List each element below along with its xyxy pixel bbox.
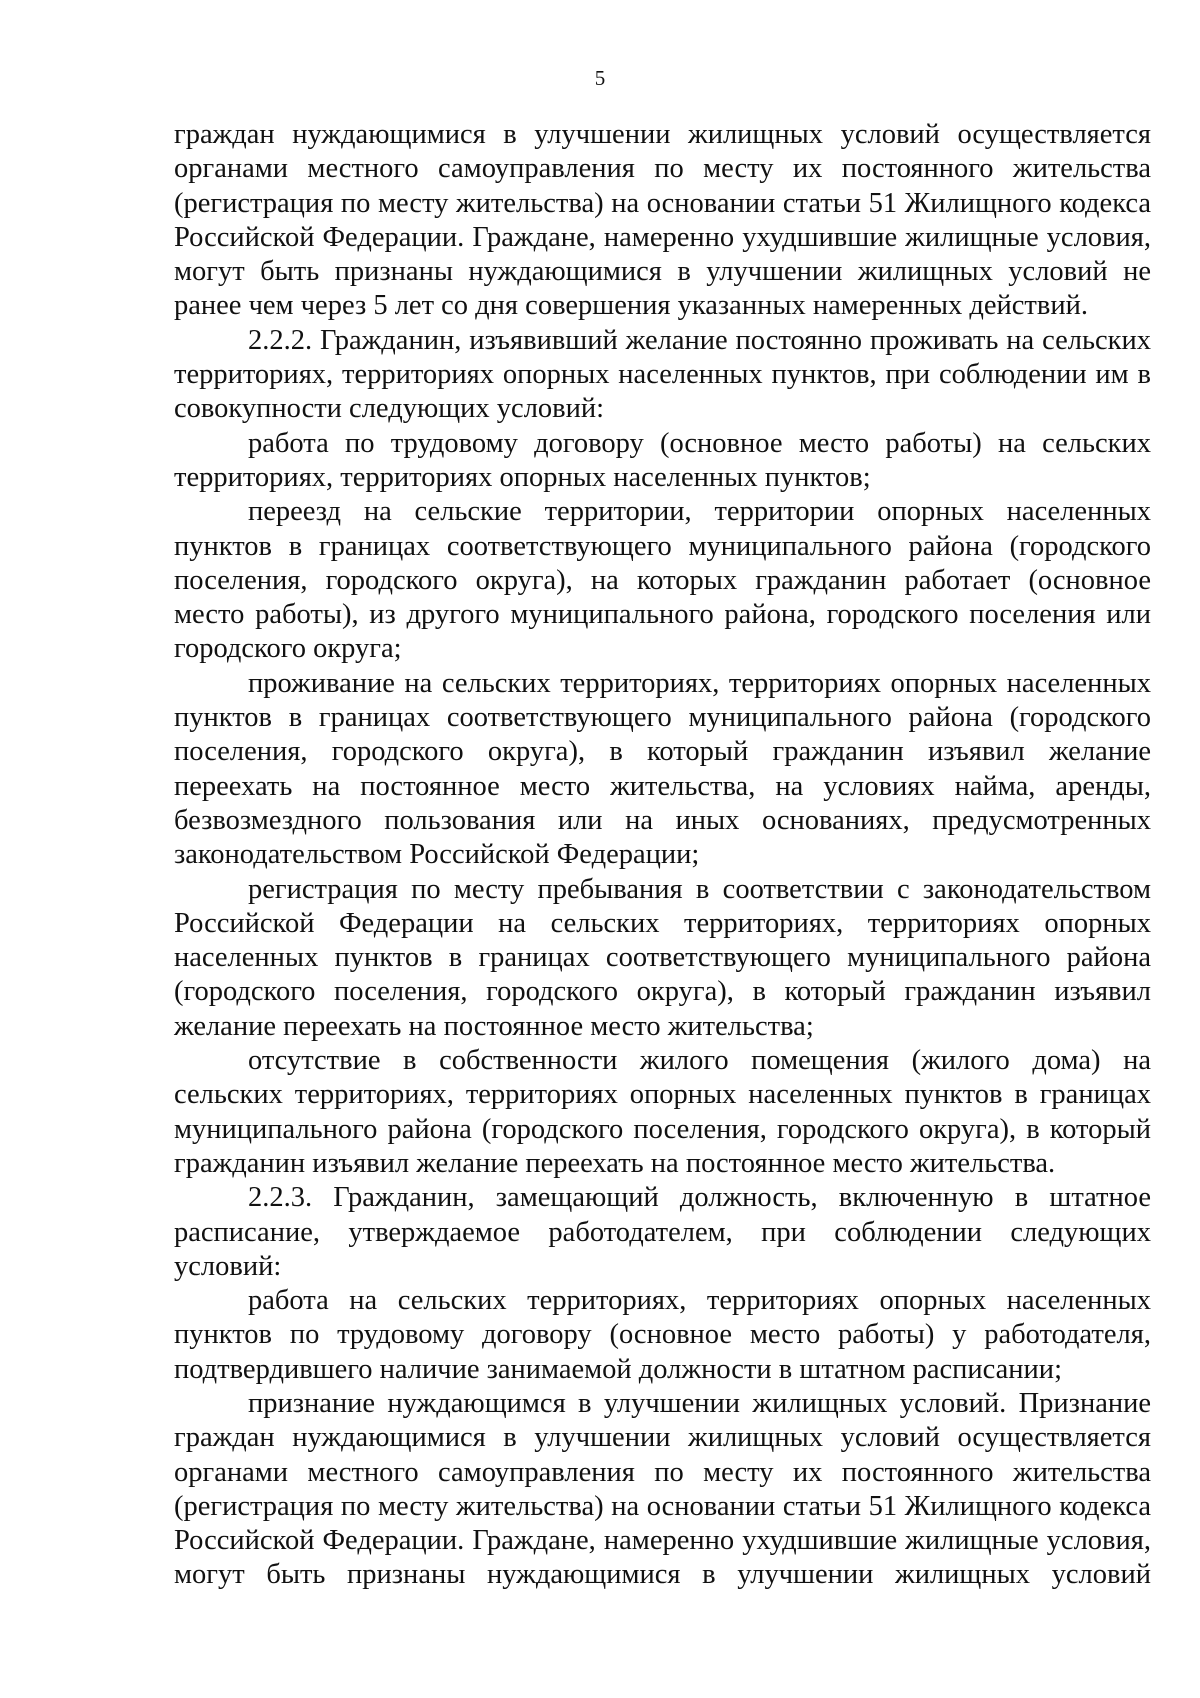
paragraph-housing-need-continued: граждан нуждающимися в улучшении жилищных условий осуществляется органами местного самоуправления по месту их постоянного жительства (регистрация по месту жительства) на основании статьи 51 Жилищного кодекса Российской Федерации. Граждане, намеренно ухудшившие жилищные условия, могут быть признаны нуждающимися в улучшении жилищных условий не ранее чем через 5 лет со дня совершения указанных намеренных действий. <box>174 119 1151 322</box>
document-body <box>174 118 1151 1593</box>
paragraph-condition-relocation: переезд на сельские территории, территории опорных населенных пунктов в границах соответствующего муниципального района (городского поселения, городского округа), на которых гражданин работает (основное место работы), из другого муниципального района, городского поселения или городского округа; <box>174 496 1151 665</box>
paragraph-condition-residence: проживание на сельских территориях, территориях опорных населенных пунктов в границах соответствующего муниципального района (городского поселения, городского округа), в который гражданин изъявил желание переехать на постоянное место жительства, на условиях найма, аренды, безвозмездного пользования или на иных основаниях, предусмотренных законодательством Российской Федерации; <box>174 667 1151 871</box>
paragraph-condition-housing-need: признание нуждающимся в улучшении жилищных условий. Признание граждан нуждающимися в улучшении жилищных условий осуществляется органами местного самоуправления по месту их постоянного жительства (регистрация по месту жительства) на основании статьи 51 Жилищного кодекса Российской Федерации. Граждане, намеренно ухудшившие жилищные условия, могут быть признаны нуждающимися в улучшении жилищных условий <box>174 1387 1151 1591</box>
paragraph-clause-2-2-3: 2.2.3. Гражданин, замещающий должность, включенную в штатное расписание, утверждаемое работодателем, при соблюдении следующих условий: <box>174 1182 1151 1282</box>
paragraph-condition-staff-position: работа на сельских территориях, территориях опорных населенных пунктов по трудовому договору (основное место работы) у работодателя, подтвердившего наличие занимаемой должности в штатном расписании; <box>174 1285 1151 1385</box>
page-number: 5 <box>594 66 606 90</box>
paragraph-clause-2-2-2: 2.2.2. Гражданин, изъявивший желание постоянно проживать на сельских территориях, территориях опорных населенных пунктов, при соблюдении им в совокупности следующих условий: <box>174 324 1151 425</box>
paragraph-condition-registration: регистрация по месту пребывания в соответствии с законодательством Российской Федерации на сельских территориях, территориях опорных населенных пунктов в границах соответствующего муниципального района (городского поселения, городского округа), в который гражданин изъявил желание переехать на постоянное место жительства; <box>174 873 1151 1042</box>
paragraph-condition-employment: работа по трудовому договору (основное место работы) на сельских территориях, территориях опорных населенных пунктов; <box>174 427 1151 493</box>
paragraph-condition-no-property: отсутствие в собственности жилого помещения (жилого дома) на сельских территориях, территориях опорных населенных пунктов в границах муниципального района (городского поселения, городского округа), в который гражданин изъявил желание переехать на постоянное место жительства. <box>174 1045 1151 1179</box>
